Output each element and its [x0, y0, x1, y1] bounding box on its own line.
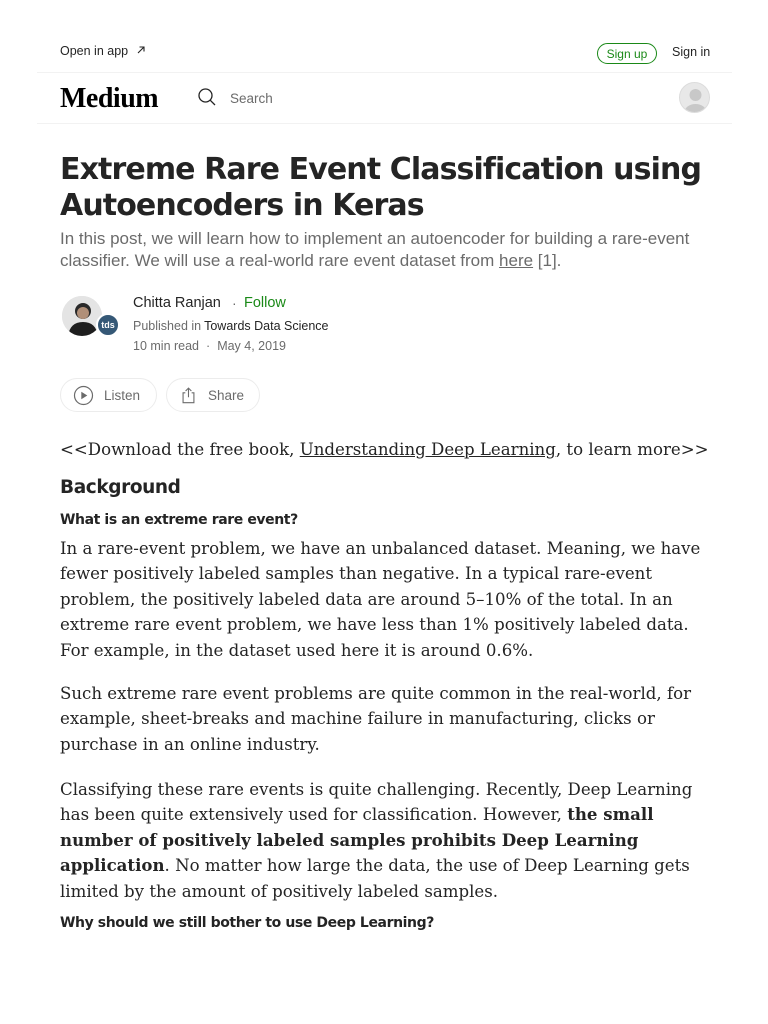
share-label: Share — [207, 387, 244, 403]
author-name[interactable]: Chitta Ranjan — [133, 295, 221, 311]
share-icon — [179, 385, 198, 406]
publication-badge[interactable]: tds — [96, 313, 120, 337]
subtitle-text-end: [1]. — [533, 251, 562, 270]
share-button[interactable] — [166, 378, 260, 412]
nav-divider — [37, 123, 732, 124]
publication-link[interactable]: Towards Data Science — [204, 319, 329, 333]
paragraph-1: In a rare-event problem, we have an unbalanced dataset. Meaning, we have fewer positively labeled samples than negative. In a typical rare-event problem, the positively labeled data are around 5–10% of the total. In an extreme rare event problem, we have less than 1% positively labeled data. For example, in the dataset used here it is around 0.6%. — [60, 539, 701, 660]
separator-dot: · — [232, 295, 237, 311]
follow-button[interactable]: Follow — [244, 295, 286, 311]
paragraph-3-end: . No matter how large the data, the use of Deep Learning gets limited by the amount of positively labeled samples. — [60, 856, 690, 901]
sign-in-link[interactable]: Sign in — [672, 45, 711, 59]
open-in-app-label: Open in app — [60, 44, 129, 58]
article-meta — [133, 339, 286, 353]
article-subtitle — [60, 228, 720, 272]
separator-dot: · — [206, 339, 211, 353]
subheading-what-is-rare-event: What is an extreme rare event? — [60, 512, 298, 528]
section-heading-background: Background — [60, 477, 181, 498]
download-book-line — [60, 437, 720, 462]
listen-button[interactable] — [60, 378, 157, 412]
subtitle-dataset-link[interactable]: here — [499, 251, 534, 270]
subtitle-text-start: In this post, we will learn how to implement an autoencoder for building a rare-event classifier. We will use a real-world rare event dataset from — [60, 229, 690, 270]
arrow-up-right-icon — [136, 44, 146, 58]
published-in — [133, 319, 328, 333]
search-icon[interactable] — [197, 87, 217, 107]
publish-date: May 4, 2019 — [217, 339, 286, 353]
play-circle-icon — [73, 385, 94, 406]
read-time: 10 min read — [133, 339, 200, 353]
author-avatar[interactable] — [62, 296, 102, 336]
nav-bar — [0, 73, 768, 123]
user-avatar-icon[interactable] — [679, 82, 710, 113]
book-link[interactable]: Understanding Deep Learning — [299, 440, 556, 459]
open-in-app-link[interactable] — [60, 44, 146, 58]
paragraph-2: Such extreme rare event problems are quite common in the real-world, for example, sheet-breaks and machine failure in manufacturing, clicks or purchase in an online industry. — [60, 684, 692, 754]
paragraph-3-bold: the small number of positively labeled samples prohibits Deep Learning application — [60, 804, 654, 876]
paragraph-3 — [60, 777, 720, 904]
download-text-start: <<Download the free book, — [60, 440, 300, 459]
sign-up-button[interactable]: Sign up — [597, 43, 657, 64]
paragraph-3-start: Classifying these rare events is quite challenging. Recently, Deep Learning has been quite extensively used for classification. However, — [60, 780, 693, 825]
subheading-why-deep-learning: Why should we still bother to use Deep Learning? — [60, 915, 434, 931]
top-bar — [0, 0, 768, 72]
published-in-label: Published in — [133, 319, 202, 333]
listen-label: Listen — [104, 387, 141, 403]
search-input[interactable] — [230, 88, 430, 108]
article-title: Extreme Rare Event Classification using Autoencoders in Keras — [60, 152, 702, 223]
download-text-end: , to learn more>> — [555, 440, 709, 459]
medium-logo[interactable]: Medium — [60, 83, 159, 114]
